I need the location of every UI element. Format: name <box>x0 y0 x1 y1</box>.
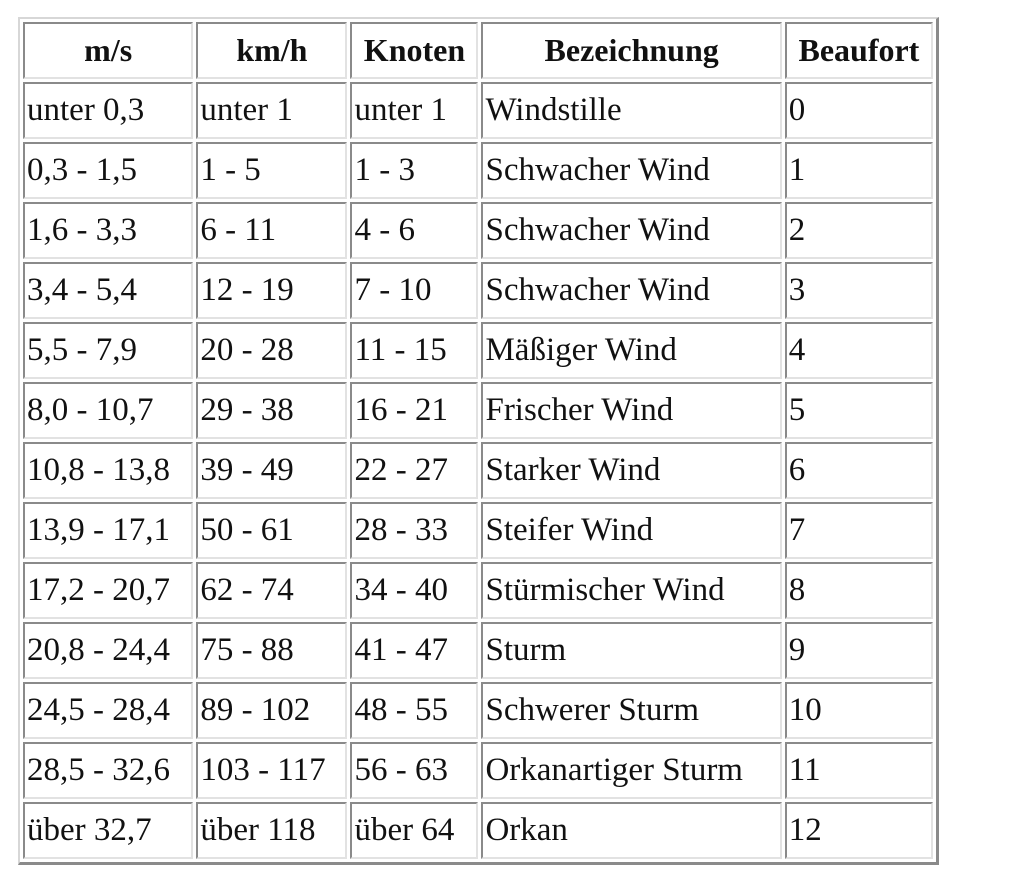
cell-ms: 17,2 - 20,7 <box>23 562 193 619</box>
cell-ms: über 32,7 <box>23 802 193 859</box>
cell-ms: 8,0 - 10,7 <box>23 382 193 439</box>
cell-beaufort: 5 <box>785 382 933 439</box>
cell-knoten: 4 - 6 <box>350 202 478 259</box>
table-row <box>23 802 933 859</box>
table-row <box>23 382 933 439</box>
cell-ms: unter 0,3 <box>23 82 193 139</box>
cell-kmh: 1 - 5 <box>196 142 347 199</box>
table-row <box>23 142 933 199</box>
cell-bezeichnung: Schwerer Sturm <box>481 682 781 739</box>
header-cell-ms: m/s <box>23 22 193 79</box>
header-cell-knoten: Knoten <box>350 22 478 79</box>
cell-beaufort: 9 <box>785 622 933 679</box>
cell-bezeichnung: Windstille <box>481 82 781 139</box>
cell-kmh: 62 - 74 <box>196 562 347 619</box>
cell-kmh: 20 - 28 <box>196 322 347 379</box>
cell-beaufort: 11 <box>785 742 933 799</box>
cell-beaufort: 8 <box>785 562 933 619</box>
cell-bezeichnung: Schwacher Wind <box>481 202 781 259</box>
table-row <box>23 682 933 739</box>
cell-ms: 20,8 - 24,4 <box>23 622 193 679</box>
cell-ms: 13,9 - 17,1 <box>23 502 193 559</box>
cell-beaufort: 6 <box>785 442 933 499</box>
table-row <box>23 622 933 679</box>
cell-knoten: 48 - 55 <box>350 682 478 739</box>
cell-ms: 10,8 - 13,8 <box>23 442 193 499</box>
cell-kmh: über 118 <box>196 802 347 859</box>
cell-beaufort: 2 <box>785 202 933 259</box>
cell-ms: 5,5 - 7,9 <box>23 322 193 379</box>
cell-kmh: 12 - 19 <box>196 262 347 319</box>
cell-ms: 24,5 - 28,4 <box>23 682 193 739</box>
cell-beaufort: 4 <box>785 322 933 379</box>
table-row <box>23 742 933 799</box>
cell-knoten: 22 - 27 <box>350 442 478 499</box>
table-row <box>23 202 933 259</box>
cell-bezeichnung: Frischer Wind <box>481 382 781 439</box>
cell-kmh: 39 - 49 <box>196 442 347 499</box>
cell-ms: 3,4 - 5,4 <box>23 262 193 319</box>
table-row <box>23 82 933 139</box>
cell-kmh: unter 1 <box>196 82 347 139</box>
cell-knoten: 34 - 40 <box>350 562 478 619</box>
cell-bezeichnung: Orkan <box>481 802 781 859</box>
cell-kmh: 29 - 38 <box>196 382 347 439</box>
table-row <box>23 262 933 319</box>
beaufort-table <box>20 19 936 862</box>
table-row <box>23 322 933 379</box>
table-row <box>23 562 933 619</box>
cell-bezeichnung: Orkanartiger Sturm <box>481 742 781 799</box>
header-cell-bezeichnung: Bezeichnung <box>481 22 781 79</box>
cell-beaufort: 0 <box>785 82 933 139</box>
cell-ms: 28,5 - 32,6 <box>23 742 193 799</box>
cell-knoten: 11 - 15 <box>350 322 478 379</box>
cell-beaufort: 7 <box>785 502 933 559</box>
cell-bezeichnung: Steifer Wind <box>481 502 781 559</box>
table-row <box>23 442 933 499</box>
header-cell-beaufort: Beaufort <box>785 22 933 79</box>
cell-knoten: unter 1 <box>350 82 478 139</box>
cell-beaufort: 3 <box>785 262 933 319</box>
cell-knoten: 28 - 33 <box>350 502 478 559</box>
cell-knoten: über 64 <box>350 802 478 859</box>
beaufort-table-frame <box>18 17 939 865</box>
cell-bezeichnung: Schwacher Wind <box>481 262 781 319</box>
cell-ms: 1,6 - 3,3 <box>23 202 193 259</box>
cell-kmh: 50 - 61 <box>196 502 347 559</box>
cell-beaufort: 10 <box>785 682 933 739</box>
table-row <box>23 502 933 559</box>
header-cell-kmh: km/h <box>196 22 347 79</box>
cell-kmh: 6 - 11 <box>196 202 347 259</box>
cell-bezeichnung: Sturm <box>481 622 781 679</box>
cell-knoten: 1 - 3 <box>350 142 478 199</box>
cell-knoten: 41 - 47 <box>350 622 478 679</box>
cell-ms: 0,3 - 1,5 <box>23 142 193 199</box>
table-body <box>23 82 933 859</box>
cell-bezeichnung: Starker Wind <box>481 442 781 499</box>
cell-knoten: 56 - 63 <box>350 742 478 799</box>
cell-knoten: 7 - 10 <box>350 262 478 319</box>
cell-kmh: 75 - 88 <box>196 622 347 679</box>
cell-bezeichnung: Stürmischer Wind <box>481 562 781 619</box>
table-header <box>23 22 933 79</box>
cell-bezeichnung: Mäßiger Wind <box>481 322 781 379</box>
cell-beaufort: 1 <box>785 142 933 199</box>
cell-bezeichnung: Schwacher Wind <box>481 142 781 199</box>
cell-kmh: 89 - 102 <box>196 682 347 739</box>
header-row <box>23 22 933 79</box>
cell-knoten: 16 - 21 <box>350 382 478 439</box>
cell-beaufort: 12 <box>785 802 933 859</box>
cell-kmh: 103 - 117 <box>196 742 347 799</box>
